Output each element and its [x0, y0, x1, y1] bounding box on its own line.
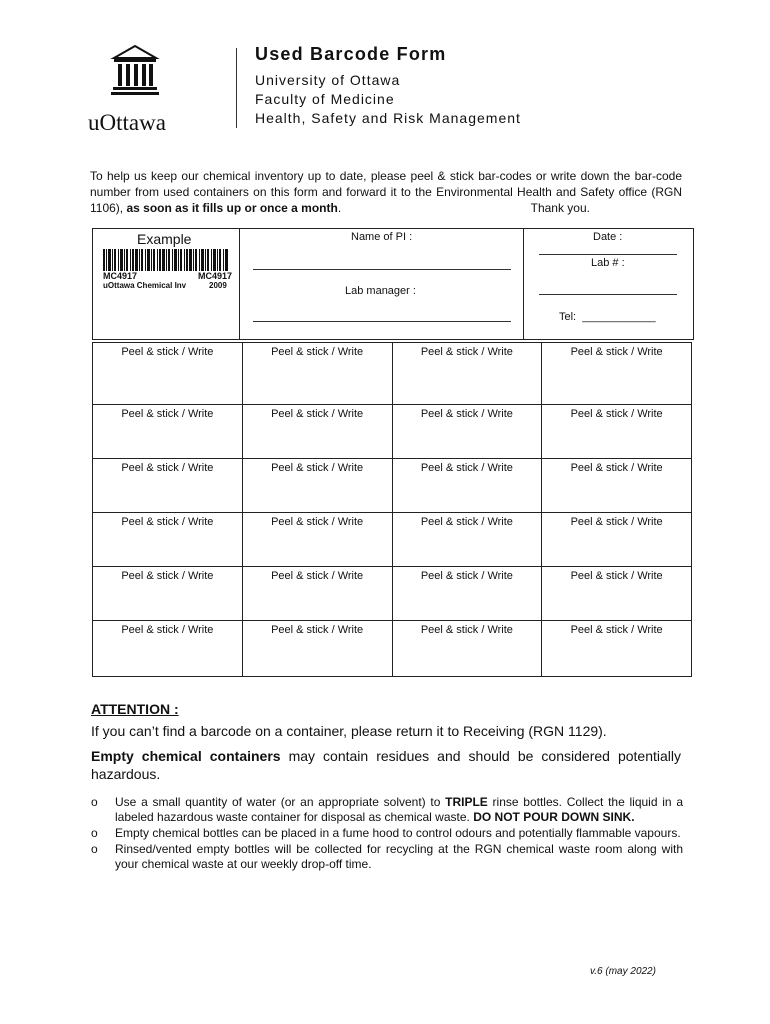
- intro-text: To help us keep our chemical inventory up to date, please peel & stick bar-codes or write down the bar-code number from used containers on this form and forward it to the Environmental Health and Safety office (RGN 1106),: [90, 169, 682, 215]
- barcode-year: 2009: [209, 281, 227, 290]
- barcode-cell[interactable]: Peel & stick / Write: [542, 621, 692, 677]
- barcode-cell[interactable]: Peel & stick / Write: [392, 513, 542, 567]
- barcode-institution: uOttawa Chemical Inv: [103, 281, 187, 290]
- barcode-grid: [92, 342, 692, 677]
- version-label: v.6 (may 2022): [590, 966, 656, 977]
- attention-heading: ATTENTION :: [91, 701, 179, 717]
- grid-row: [93, 459, 692, 513]
- grid-row: [93, 567, 692, 621]
- lab-manager-label: Lab manager :: [345, 285, 416, 297]
- barcode-cell[interactable]: Peel & stick / Write: [242, 621, 392, 677]
- tel-field[interactable]: [559, 311, 656, 323]
- attention-hazard-bold: Empty chemical containers: [91, 748, 281, 764]
- lab-manager-field[interactable]: [253, 321, 511, 322]
- form-title: Used Barcode Form: [255, 44, 447, 64]
- barcode-cell[interactable]: Peel & stick / Write: [392, 459, 542, 513]
- bullet-icon: o: [91, 842, 98, 856]
- instruction-item-rinse: [91, 795, 683, 825]
- barcode-cell[interactable]: Peel & stick / Write: [542, 343, 692, 405]
- info-box: [92, 228, 694, 340]
- rinse-triple: TRIPLE: [445, 795, 488, 809]
- tel-blank: ____________: [582, 311, 656, 323]
- barcode-number-2: MC4917: [198, 271, 233, 281]
- barcode-cell[interactable]: Peel & stick / Write: [542, 459, 692, 513]
- example-label: Example: [137, 231, 192, 247]
- header-divider: [236, 48, 237, 128]
- date-field[interactable]: [539, 254, 677, 255]
- barcode-cell[interactable]: Peel & stick / Write: [93, 405, 243, 459]
- grid-row: [93, 343, 692, 405]
- intro-end: .: [337, 201, 342, 215]
- intro-paragraph: [90, 168, 682, 216]
- barcode-cell[interactable]: Peel & stick / Write: [93, 621, 243, 677]
- grid-row: [93, 405, 692, 459]
- attention-receiving-note: If you can’t find a barcode on a container, please return it to Receiving (RGN 1129).: [91, 723, 607, 739]
- barcode-cell[interactable]: Peel & stick / Write: [542, 567, 692, 621]
- title-block: [255, 44, 521, 128]
- attention-hazard-note: [91, 747, 681, 783]
- tel-label: Tel:: [559, 311, 577, 323]
- thank-you: Thank you.: [530, 201, 590, 215]
- grid-row: [93, 621, 692, 677]
- barcode-cell[interactable]: Peel & stick / Write: [242, 343, 392, 405]
- barcode-cell[interactable]: Peel & stick / Write: [242, 513, 392, 567]
- barcode-cell[interactable]: Peel & stick / Write: [242, 567, 392, 621]
- barcode-cell[interactable]: Peel & stick / Write: [392, 567, 542, 621]
- barcode-cell[interactable]: Peel & stick / Write: [392, 343, 542, 405]
- rinse-text-a: Use a small quantity of water (or an appropriate solvent) to: [115, 795, 446, 809]
- rinse-text-b: rinse bottles. Collect the liquid in a labeled hazardous waste container for disposal as chemical waste.: [115, 795, 683, 824]
- barcode-cell[interactable]: Peel & stick / Write: [542, 405, 692, 459]
- name-of-pi-field[interactable]: [253, 269, 511, 270]
- example-barcode: [101, 249, 231, 271]
- instructions-list: [91, 795, 683, 873]
- name-of-pi-label: Name of PI :: [351, 231, 413, 243]
- org-line-faculty: Faculty of Medicine: [255, 91, 395, 107]
- instruction-item-recycling: [91, 842, 683, 872]
- barcode-cell[interactable]: Peel & stick / Write: [392, 621, 542, 677]
- recycling-text: Rinsed/vented empty bottles will be collected for recycling at the RGN chemical waste room along with your chemical waste at our weekly drop-off time.: [115, 842, 683, 871]
- org-line-department: Health, Safety and Risk Management: [255, 110, 521, 126]
- barcode-cell[interactable]: Peel & stick / Write: [542, 513, 692, 567]
- university-building-icon: [110, 44, 160, 96]
- info-divider-1: [239, 229, 240, 339]
- barcode-cell[interactable]: Peel & stick / Write: [392, 405, 542, 459]
- bullet-icon: o: [91, 826, 98, 840]
- logo-text: uOttawa: [88, 110, 166, 135]
- barcode-cell[interactable]: Peel & stick / Write: [93, 513, 243, 567]
- barcode-cell[interactable]: Peel & stick / Write: [93, 567, 243, 621]
- uottawa-logo: [88, 44, 188, 134]
- intro-bold: as soon as it fills up or once a month: [126, 201, 338, 215]
- barcode-number-1: MC4917: [103, 271, 138, 281]
- barcode-cell[interactable]: Peel & stick / Write: [242, 405, 392, 459]
- fume-hood-text: Empty chemical bottles can be placed in a fume hood to control odours and potentially flammable vapours.: [115, 826, 681, 840]
- attention-hazard-rest: may contain residues and should be considered potentially hazardous.: [91, 748, 681, 782]
- org-line-university: University of Ottawa: [255, 72, 401, 88]
- bullet-icon: o: [91, 795, 98, 809]
- lab-number-label: Lab # :: [591, 257, 625, 269]
- barcode-cell[interactable]: Peel & stick / Write: [93, 343, 243, 405]
- lab-number-field[interactable]: [539, 294, 677, 295]
- date-label: Date :: [593, 231, 623, 243]
- grid-row: [93, 513, 692, 567]
- instruction-item-fume-hood: [91, 826, 683, 841]
- barcode-cell[interactable]: Peel & stick / Write: [93, 459, 243, 513]
- info-divider-2: [523, 229, 524, 339]
- rinse-warning: DO NOT POUR DOWN SINK.: [473, 810, 635, 824]
- barcode-cell[interactable]: Peel & stick / Write: [242, 459, 392, 513]
